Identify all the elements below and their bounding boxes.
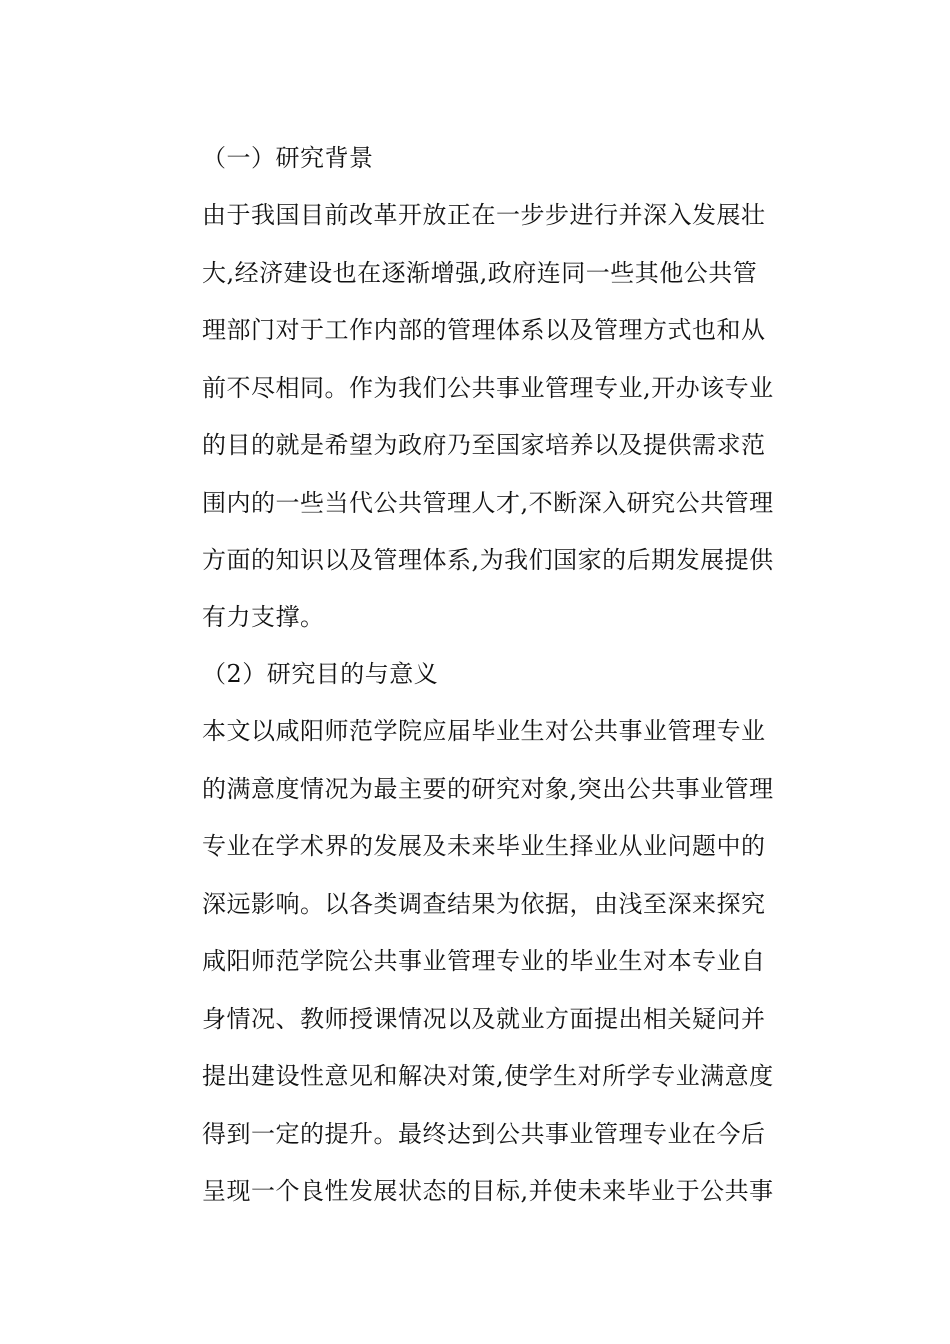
paragraph-line: 前不尽相同。作为我们公共事业管理专业,开办该专业 xyxy=(202,374,774,402)
paragraph-line: 本文以咸阳师范学院应届毕业生对公共事业管理专业 xyxy=(202,717,766,745)
paragraph-line: 呈现一个良性发展状态的目标,并使未来毕业于公共事 xyxy=(202,1177,774,1205)
paragraph-line: 咸阳师范学院公共事业管理专业的毕业生对本专业自 xyxy=(202,947,766,975)
paragraph-line: 大,经济建设也在逐渐增强,政府连同一些其他公共管 xyxy=(202,259,758,287)
paragraph-line: 身情况、教师授课情况以及就业方面提出相关疑问并 xyxy=(202,1005,766,1033)
paragraph-line: 围内的一些当代公共管理人才,不断深入研究公共管理 xyxy=(202,489,774,517)
paragraph-line: 深远影响。以各类调查结果为依据，由浅至深来探究 xyxy=(202,890,766,918)
paragraph-line: 的满意度情况为最主要的研究对象,突出公共事业管理 xyxy=(202,775,774,803)
paragraph-line: 有力支撑。 xyxy=(202,603,325,631)
paragraph-line: 得到一定的提升。最终达到公共事业管理专业在今后 xyxy=(202,1120,766,1148)
paragraph-line: 由于我国目前改革开放正在一步步进行并深入发展壮 xyxy=(202,201,766,229)
section-heading-background: （一）研究背景 xyxy=(202,144,374,172)
paragraph-line: 专业在学术界的发展及未来毕业生择业从业问题中的 xyxy=(202,832,766,860)
paragraph-line: 的目的就是希望为政府乃至国家培养以及提供需求范 xyxy=(202,431,766,459)
paragraph-line: 理部门对于工作内部的管理体系以及管理方式也和从 xyxy=(202,316,766,344)
paragraph-line: 提出建设性意见和解决对策,使学生对所学专业满意度 xyxy=(202,1062,774,1090)
paragraph-line: 方面的知识以及管理体系,为我们国家的后期发展提供 xyxy=(202,546,774,574)
section-heading-purpose: （2）研究目的与意义 xyxy=(202,660,439,688)
